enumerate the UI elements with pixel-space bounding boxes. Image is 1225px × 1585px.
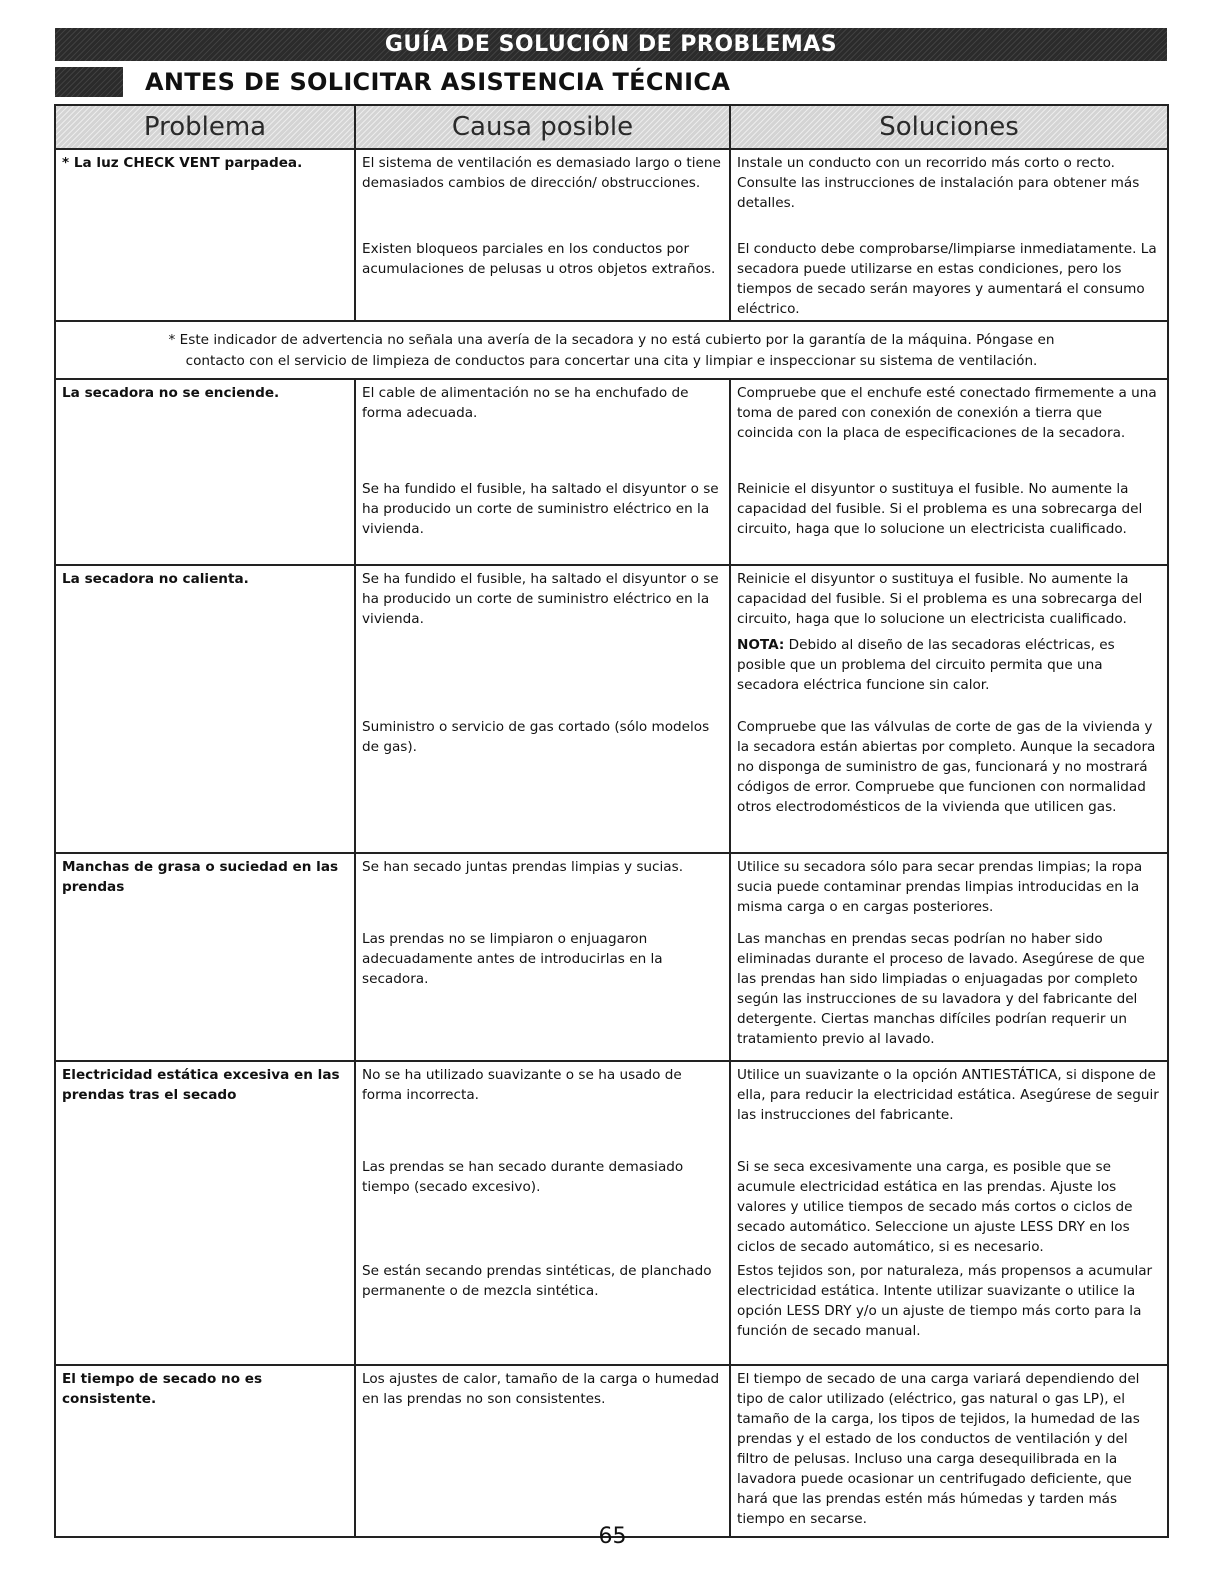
cause-cell: Se han secado juntas prendas limpias y sucias. <box>355 853 730 929</box>
cause-cell: Las prendas no se limpiaron o enjuagaron adecuadamente antes de introducirlas en la secadora. <box>355 929 730 1061</box>
header-cause: Causa posible <box>355 105 730 149</box>
cause-cell: Los ajustes de calor, tamaño de la carga o humedad en las prendas no son consistentes. <box>355 1365 730 1537</box>
cause-cell: Suministro o servicio de gas cortado (sólo modelos de gas). <box>355 717 730 853</box>
table-header-row <box>55 105 1168 149</box>
section-marker-block <box>55 67 123 97</box>
solution-cell: Utilice su secadora sólo para secar prendas limpias; la ropa sucia puede contaminar prendas limpias introducidas en la misma carga o en cargas posteriores. <box>730 853 1168 929</box>
solution-cell: Reinicie el disyuntor o sustituya el fusible. No aumente la capacidad del fusible. Si el problema es una sobrecarga del circuito, haga que lo solucione un electricista cualificado. <box>730 479 1168 565</box>
solution-cell <box>730 565 1168 717</box>
cause-cell: Las prendas se han secado durante demasiado tiempo (secado excesivo). <box>355 1157 730 1261</box>
solution-cell: Compruebe que las válvulas de corte de gas de la vivienda y la secadora están abiertas por completo. Aunque la secadora no disponga de suministro de gas, funcionará y no mostrará códigos de error. Compruebe que funcionen con normalidad otros electrodomésticos de la vivienda que utilicen gas. <box>730 717 1168 853</box>
solution-cell: El conducto debe comprobarse/limpiarse inmediatamente. La secadora puede utilizarse en estas condiciones, pero los tiempos de secado serán mayores y aumentará el consumo eléctrico. <box>730 239 1168 321</box>
warranty-note: * Este indicador de advertencia no señala una avería de la secadora y no está cubierto por la garantía de la máquina. Póngase en contacto con el servicio de limpieza de conductos para concertar una cita y limpiar e inspeccionar su sistema de ventilación. <box>55 321 1168 379</box>
problem-cell: El tiempo de secado no es consistente. <box>55 1365 355 1537</box>
table-row <box>55 1061 1168 1157</box>
note-row <box>55 321 1168 379</box>
table-row <box>55 149 1168 239</box>
table-row <box>55 565 1168 717</box>
header-solution: Soluciones <box>730 105 1168 149</box>
cause-cell: El sistema de ventilación es demasiado largo o tiene demasiados cambios de dirección/ obstrucciones. <box>355 149 730 239</box>
solution-cell: Instale un conducto con un recorrido más corto o recto. Consulte las instrucciones de instalación para obtener más detalles. <box>730 149 1168 239</box>
section-title: ANTES DE SOLICITAR ASISTENCIA TÉCNICA <box>145 68 731 96</box>
problem-cell: Electricidad estática excesiva en las prendas tras el secado <box>55 1061 355 1365</box>
cause-cell: Se ha fundido el fusible, ha saltado el disyuntor o se ha producido un corte de suministro eléctrico en la vivienda. <box>355 479 730 565</box>
problem-cell: * La luz CHECK VENT parpadea. <box>55 149 355 321</box>
problem-cell: La secadora no se enciende. <box>55 379 355 565</box>
cause-cell: El cable de alimentación no se ha enchufado de forma adecuada. <box>355 379 730 479</box>
table-row <box>55 1365 1168 1537</box>
header-problem: Problema <box>55 105 355 149</box>
guide-banner <box>55 28 1167 61</box>
cause-cell: Existen bloqueos parciales en los conductos por acumulaciones de pelusas u otros objetos extraños. <box>355 239 730 321</box>
troubleshooting-table <box>54 104 1169 1538</box>
solution-cell: Si se seca excesivamente una carga, es posible que se acumule electricidad estática en las prendas. Ajuste los valores y utilice tiempos de secado más cortos o ciclos de secado automático. Seleccione un ajuste LESS DRY en los ciclos de secado automático, si es necesario. <box>730 1157 1168 1261</box>
section-header <box>55 66 730 98</box>
table-row <box>55 379 1168 479</box>
page-number: 65 <box>598 1524 627 1549</box>
solution-cell: Las manchas en prendas secas podrían no haber sido eliminadas durante el proceso de lavado. Asegúrese de que las prendas han sido limpiadas o enjuagadas por completo según las instrucciones de su lavadora y del fabricante del detergente. Ciertas manchas difíciles podrían requerir un tratamiento previo al lavado. <box>730 929 1168 1061</box>
nota-paragraph <box>737 635 1161 695</box>
cause-cell: No se ha utilizado suavizante o se ha usado de forma incorrecta. <box>355 1061 730 1157</box>
solution-cell: Utilice un suavizante o la opción ANTIESTÁTICA, si dispone de ella, para reducir la electricidad estática. Asegúrese de seguir las instrucciones del fabricante. <box>730 1061 1168 1157</box>
banner-title: GUÍA DE SOLUCIÓN DE PROBLEMAS <box>384 32 838 57</box>
cause-cell: Se ha fundido el fusible, ha saltado el disyuntor o se ha producido un corte de suministro eléctrico en la vivienda. <box>355 565 730 717</box>
solution-cell: Compruebe que el enchufe esté conectado firmemente a una toma de pared con conexión de conexión a tierra que coincida con la placa de especificaciones de la secadora. <box>730 379 1168 479</box>
solution-cell: Estos tejidos son, por naturaleza, más propensos a acumular electricidad estática. Intente utilizar suavizante o utilice la opción LESS DRY y/o un ajuste de tiempo más corto para la función de secado manual. <box>730 1261 1168 1365</box>
problem-cell: Manchas de grasa o suciedad en las prendas <box>55 853 355 1061</box>
solution-text: Reinicie el disyuntor o sustituya el fusible. No aumente la capacidad del fusible. Si el problema es una sobrecarga del circuito, haga que lo solucione un electricista cualificado. <box>737 571 1143 627</box>
solution-cell: El tiempo de secado de una carga variará dependiendo del tipo de calor utilizado (eléctrico, gas natural o gas LP), el tamaño de la carga, los tipos de tejidos, la humedad de las prendas y el estado de los conductos de ventilación y del filtro de pelusas. Incluso una carga desequilibrada en la lavadora puede ocasionar un centrifugado deficiente, que hará que las prendas estén más húmedas y tarden más tiempo en secarse. <box>730 1365 1168 1537</box>
nota-text: Debido al diseño de las secadoras eléctricas, es posible que un problema del circuito permita que una secadora eléctrica funcione sin calor. <box>737 637 1115 693</box>
table-row <box>55 853 1168 929</box>
problem-cell: La secadora no calienta. <box>55 565 355 853</box>
nota-label: NOTA: <box>737 637 785 653</box>
cause-cell: Se están secando prendas sintéticas, de planchado permanente o de mezcla sintética. <box>355 1261 730 1365</box>
